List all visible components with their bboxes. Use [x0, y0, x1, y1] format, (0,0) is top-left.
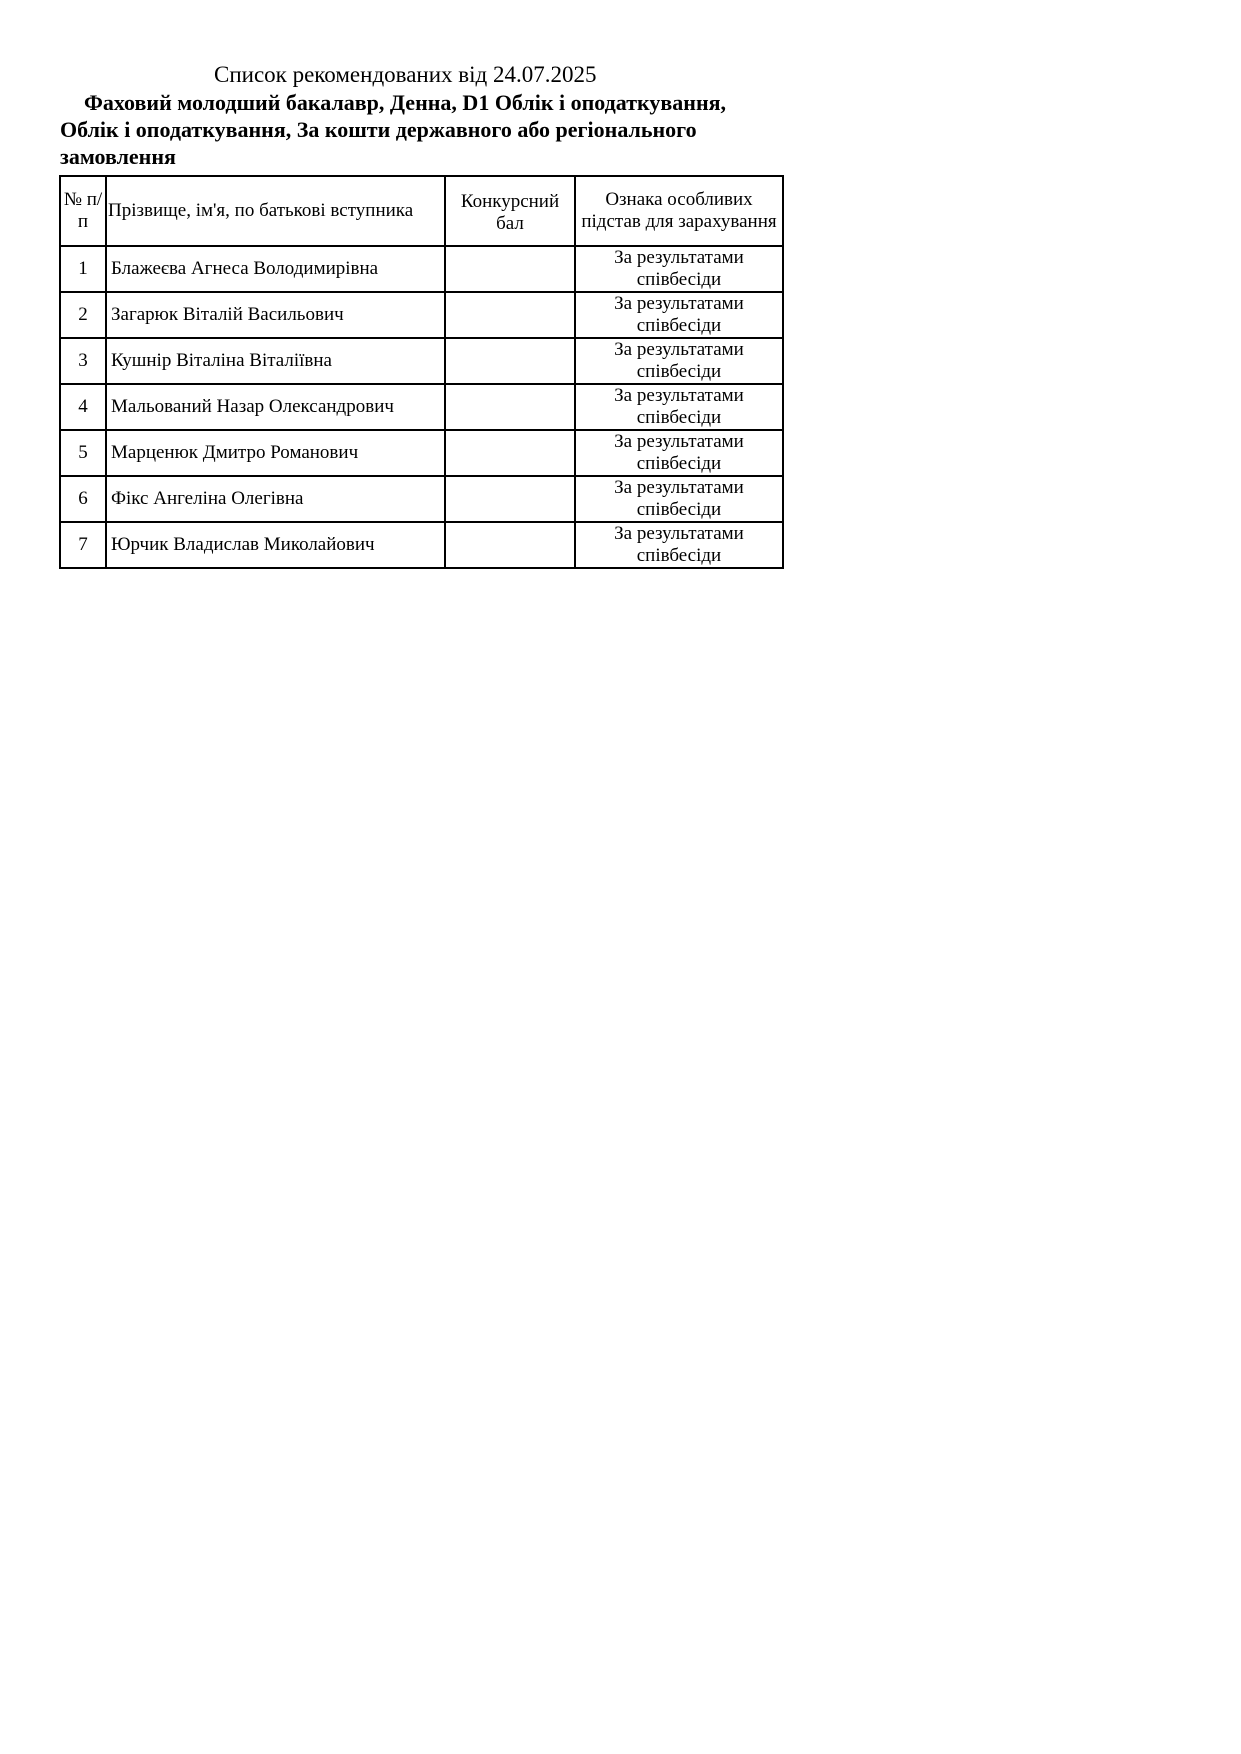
- row-basis: За результатами співбесіди: [575, 430, 783, 476]
- table-row: [60, 384, 783, 430]
- row-basis: За результатами співбесіди: [575, 522, 783, 568]
- table-row: [60, 476, 783, 522]
- row-score: [445, 292, 575, 338]
- row-score: [445, 476, 575, 522]
- header-number: № п/п: [60, 176, 106, 246]
- table-row: [60, 246, 783, 292]
- row-basis: За результатами співбесіди: [575, 384, 783, 430]
- row-full-name: Загарюк Віталій Васильович: [106, 292, 445, 338]
- row-number: 2: [60, 292, 106, 338]
- row-full-name: Юрчик Владислав Миколайович: [106, 522, 445, 568]
- row-score: [445, 338, 575, 384]
- row-score: [445, 430, 575, 476]
- row-full-name: Марценюк Дмитро Романович: [106, 430, 445, 476]
- row-basis: За результатами співбесіди: [575, 292, 783, 338]
- row-number: 4: [60, 384, 106, 430]
- table-row: [60, 430, 783, 476]
- row-score: [445, 522, 575, 568]
- list-date-line: Список рекомендованих від 24.07.2025: [214, 62, 597, 87]
- row-full-name: Кушнір Віталіна Віталіївна: [106, 338, 445, 384]
- row-full-name: Блажеєва Агнеса Володимирівна: [106, 246, 445, 292]
- table-header-row: [60, 176, 783, 246]
- table-row: [60, 522, 783, 568]
- recommended-list-table: [59, 175, 784, 569]
- header-competitive-score: Конкурсний бал: [445, 176, 575, 246]
- header-full-name: Прізвище, ім'я, по батькові вступника: [106, 176, 445, 246]
- row-number: 6: [60, 476, 106, 522]
- table-row: [60, 292, 783, 338]
- row-full-name: Мальований Назар Олександрович: [106, 384, 445, 430]
- row-score: [445, 384, 575, 430]
- row-score: [445, 246, 575, 292]
- row-basis: За результатами співбесіди: [575, 246, 783, 292]
- row-full-name: Фікс Ангеліна Олегівна: [106, 476, 445, 522]
- row-number: 3: [60, 338, 106, 384]
- table-row: [60, 338, 783, 384]
- row-number: 7: [60, 522, 106, 568]
- row-number: 1: [60, 246, 106, 292]
- row-basis: За результатами співбесіди: [575, 476, 783, 522]
- row-basis: За результатами співбесіди: [575, 338, 783, 384]
- header-special-basis: Ознака особливих підстав для зарахування: [575, 176, 783, 246]
- row-number: 5: [60, 430, 106, 476]
- program-title: Фаховий молодший бакалавр, Денна, D1 Облік і оподаткування, Облік і оподаткування, За кошти державного або регіонального замовлення: [60, 90, 727, 169]
